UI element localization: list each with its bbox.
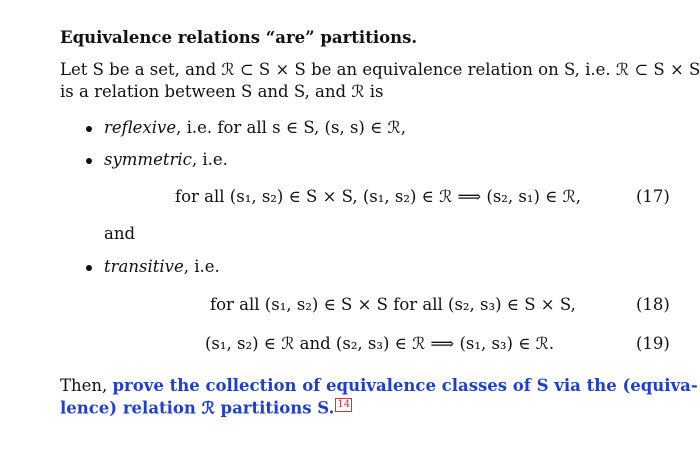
term-symmetric: symmetric [104,150,192,169]
bullet-item-transitive [104,257,220,277]
intro-line-2: is a relation between S and S, and ℛ is [60,82,384,101]
equation-number-19: (19) [636,334,670,353]
closing-line-2 [60,398,352,419]
bullet-text: , i.e. [183,257,220,276]
closing-emphasis-2: lence) relation ℛ partitions S. [60,398,335,418]
bullet-text: , i.e. for all s ∈ S, (s, s) ∈ ℛ, [176,118,406,137]
bullet-item-symmetric [104,150,228,170]
intro-line-1: Let S be a set, and ℛ ⊂ S × S be an equivalence relation on S, i.e. ℛ ⊂ S × S [60,60,700,79]
equation-17: for all (s₁, s₂) ∈ S × S, (s₁, s₂) ∈ ℛ ⟹ (s₂, s₁) ∈ ℛ, [175,187,582,206]
section-heading: Equivalence relations “are” partitions. [60,28,418,47]
bullet-dot [86,158,92,164]
term-transitive: transitive [104,257,184,276]
closing-emphasis-1: prove the collection of equivalence classes of S via the (equiva- [112,376,698,395]
equation-number-17: (17) [636,187,670,206]
equation-19: (s₁, s₂) ∈ ℛ and (s₂, s₃) ∈ ℛ ⟹ (s₁, s₃) ∈ ℛ. [205,334,555,353]
bullet-dot [86,126,92,132]
bullet-dot [86,265,92,271]
term-reflexive: reflexive [104,118,177,137]
bullet-item-reflexive [104,118,406,138]
equation-number-18: (18) [636,295,670,314]
and-text: and [104,224,136,243]
closing-line-1 [60,376,698,396]
footnote-link[interactable]: 14 [337,399,351,410]
bullet-text: , i.e. [191,150,228,169]
equation-18: for all (s₁, s₂) ∈ S × S for all (s₂, s₃) ∈ S × S, [210,295,576,314]
closing-prefix: Then, [60,376,113,395]
